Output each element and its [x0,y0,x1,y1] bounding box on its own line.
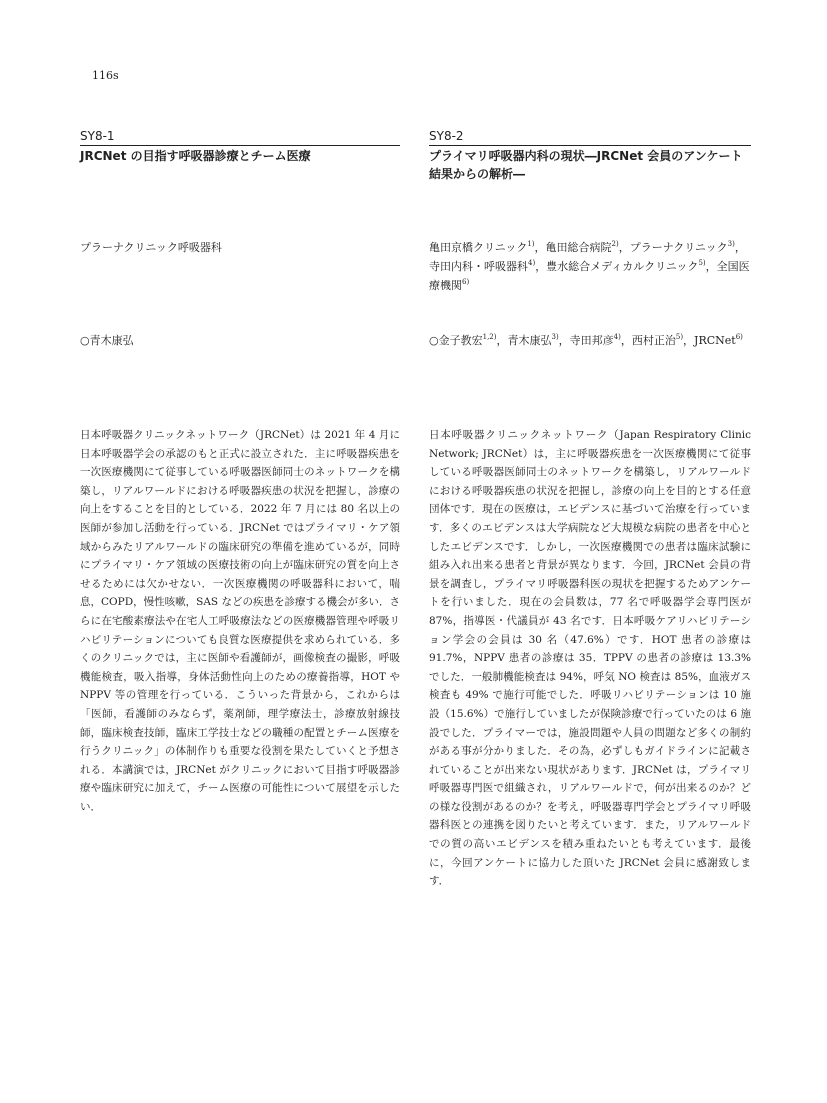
author-mark: 6) [735,333,743,341]
affiliation-mark: 3) [727,240,735,248]
author-part: ，JRCNet [683,334,736,347]
affiliation-part: 亀田京橋クリニック [429,241,528,254]
author-part: ，青木康弘 [496,334,552,347]
abstract-sy8-2 [429,128,751,888]
author-mark: 4) [613,333,621,341]
author-part: ○金子教宏 [429,334,483,347]
author-part: ，西村正治 [620,334,676,347]
abstract-title: プライマリ呼吸器内科の現状―JRCNet 会員のアンケート結果からの解析― [429,145,751,184]
affiliation-part: ，全国医療機関 [429,260,750,292]
author-mark: 1,2) [482,333,497,341]
authors [429,331,751,350]
abstract-sy8-1 [80,128,400,813]
affiliation-mark: 5) [698,259,706,267]
affiliation-part: ，亀田総合病院 [534,241,612,254]
abstract-code: SY8-1 [80,129,115,143]
abstract-title: JRCNet の目指す呼吸器診療とチーム医療 [80,145,400,166]
affiliation-part: ，寺田内科・呼吸器科 [429,241,746,273]
affiliation [429,238,751,295]
page-number: 116s [92,69,119,82]
abstract-body: 日本呼吸器クリニックネットワーク（JRCNet）は 2021 年 4 月に日本呼吸器学会の承認のもと正式に設立された．主に呼吸器疾患を一次医療機関にて従事している呼吸器医師同士のネットワークを構築し，リアルワールドにおける呼吸器疾患の状況を把握し，診療の向上をすることを目的としている．2022 年 7 月には 80 名以上の医師が参加し活動を行っている．JRCNet ではプライマリ・ケア領域からみたリアルワールドの臨床研究の準備を進めているが，同時にプライマリ・ケア領域の医療技術の向上が臨床研究の質を向上させるためには欠かせない．一次医療機関の呼吸器科において，喘息，COPD，慢性咳嗽，SAS などの疾患を診療する機会が多い．さらに在宅酸素療法や在宅人工呼吸療法などの医療機器管理や呼吸リハビリテーションについても良質な医療提供を求められている．多くのクリニックでは，主に医師や看護師が，画像検査の撮影，呼吸機能検査，吸入指導，身体活動性向上のための療養指導，HOT や NPPV 等の管理を行っている．こういった背景から，これからは「医師，看護師のみならず，薬剤師，理学療法士，診療放射線技師，臨床検査技師，臨床工学技士などの職種の配置とチーム医療を行うクリニック」の体制作りも重要な役割を果たしていくと予想される．本講演では，JRCNet がクリニックにおいて目指す呼吸器診療や臨床研究に加えて，チーム医療の可能性について展望を示したい． [80,429,400,813]
affiliation-mark: 1) [527,240,535,248]
affiliation-part: ，プラーナクリニック [618,241,728,254]
author-mark: 5) [675,333,684,341]
author: ○青木康弘 [80,334,134,347]
author-mark: 3) [551,333,559,341]
affiliation-mark: 6) [462,278,470,286]
affiliation-part: ，豊水総合メディカルクリニック [535,260,699,273]
abstract-code: SY8-2 [429,129,464,143]
affiliation: プラーナクリニック呼吸器科 [80,241,222,254]
affiliation-mark: 2) [611,240,619,248]
abstract-body: 日本呼吸器クリニックネットワーク（Japan Respiratory Clinic Network; JRCNet）は，主に呼吸器疾患を一次医療機関にて従事している呼吸器医師同士のネットワークを構築し，リアルワールドにおける呼吸器疾患の状況を把握し，診療の向上を目的とする任意団体です．現在の医療は，エビデンスに基づいて治療を行っています．多くのエビデンスは大学病院など大規模な病院の患者を中心としたエビデンスです．しかし，一次医療機関での患者は臨床試験に組み入れ出来る患者と背景が異なります．今回，JRCNet 会員の背景を調査し，プライマリ呼吸器科医の現状を把握するためアンケートを行いました．現在の会員数は，77 名で呼吸器学会専門医が 87%，指導医・代議員が 43 名です．日本呼吸ケアリハビリテーション学会の会員は 30 名（47.6%）です．HOT 患者の診療は 91.7%，NPPV 患者の診療は 35．TPPV の患者の診療は 13.3% でした．一般肺機能検査は 94%，呼気 NO 検査は 85%，血液ガス検査も 49% で施行可能でした．呼吸リハビリテーションは 10 施設（15.6%）で施行していましたが保険診療で行っていたのは 6 施設でした．プライマーでは，施設問題や人員の問題など多くの制約がある事が分かりました．その為，必ずしもガイドラインに記載されていることが出来ない現状があります．JRCNet は，プライマリ呼吸器専門医で組織され，リアルワールドで，何が出来るのか？どの様な役割があるのか？を考え，呼吸器専門学会とプライマリ呼吸器科医との連携を図りたいと考えています．また，リアルワールドでの質の高いエビデンスを積み重ねたいとも考えています．最後に，今回アンケートに協力した頂いた JRCNet 会員に感謝致します． [429,429,751,888]
affiliation-mark: 4) [528,259,536,267]
author-part: ，寺田邦彦 [558,334,614,347]
